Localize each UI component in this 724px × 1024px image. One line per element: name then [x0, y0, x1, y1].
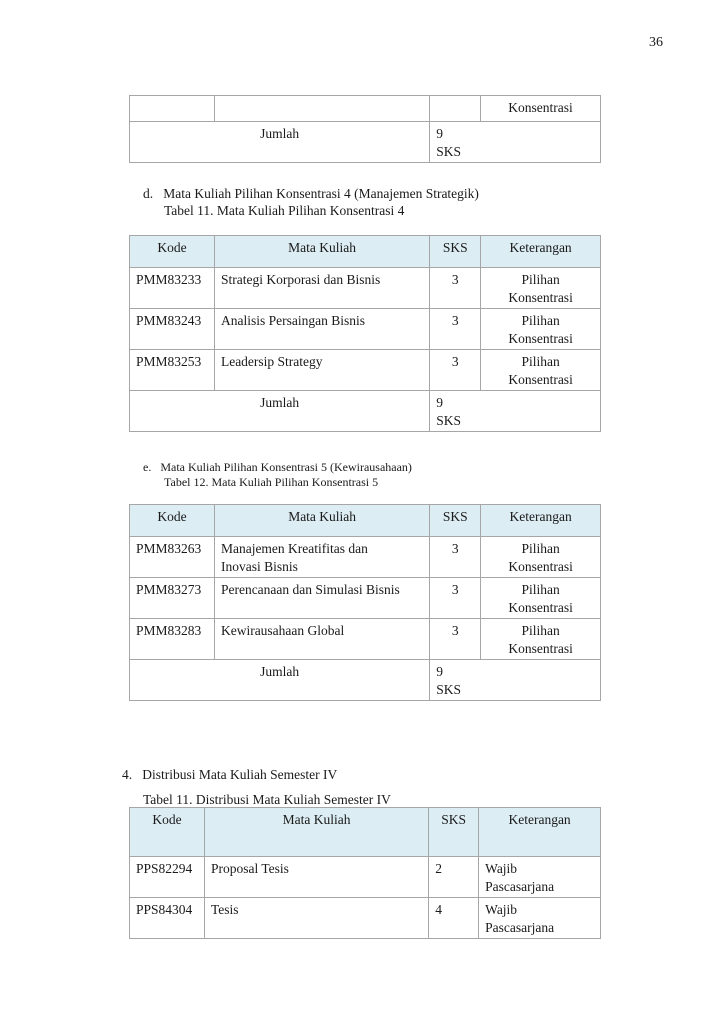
header-sks: SKS: [430, 236, 481, 268]
kode-cell: PMM83273: [130, 578, 215, 619]
table-row: [130, 309, 601, 350]
total-row: [130, 122, 601, 163]
mata-kuliah-cell: Analisis Persaingan Bisnis: [214, 309, 429, 350]
keterangan-cell: Konsentrasi: [481, 96, 601, 122]
mata-kuliah-cell: Perencanaan dan Simulasi Bisnis: [214, 578, 429, 619]
total-value: 9 SKS: [430, 660, 601, 701]
kode-cell: PPS82294: [130, 857, 205, 898]
table-row: [130, 578, 601, 619]
header-row: [130, 808, 601, 857]
mata-kuliah-cell: Tesis: [204, 898, 428, 939]
total-label: Jumlah: [130, 660, 430, 701]
continuation-table: [129, 95, 601, 163]
table-row: [130, 268, 601, 309]
header-keterangan: Keterangan: [481, 236, 601, 268]
keterangan-cell: Pilihan Konsentrasi: [481, 268, 601, 309]
mata-kuliah-cell: Kewirausahaan Global: [214, 619, 429, 660]
keterangan-cell: Pilihan Konsentrasi: [481, 309, 601, 350]
table-12-konsentrasi-5: [129, 504, 601, 701]
table-row: [130, 350, 601, 391]
mata-kuliah-cell: Proposal Tesis: [204, 857, 428, 898]
sks-cell: 3: [430, 268, 481, 309]
table-11-konsentrasi-4: [129, 235, 601, 432]
keterangan-cell: Wajib Pascasarjana: [479, 898, 601, 939]
section-e-table-caption: Tabel 12. Mata Kuliah Pilihan Konsentrasi 5: [164, 475, 379, 489]
header-mata-kuliah: Mata Kuliah: [204, 808, 428, 857]
kode-cell: PMM83253: [130, 350, 215, 391]
header-sks: SKS: [429, 808, 479, 857]
table-row: [130, 619, 601, 660]
total-label: Jumlah: [130, 391, 430, 432]
page-number: 36: [649, 35, 663, 50]
kode-cell: PMM83243: [130, 309, 215, 350]
mata-kuliah-cell: Leadersip Strategy: [214, 350, 429, 391]
mata-kuliah-cell: Manajemen Kreatifitas dan Inovasi Bisnis: [214, 537, 429, 578]
total-value: 9 SKS: [430, 122, 601, 163]
total-row: [130, 660, 601, 701]
sks-cell: 3: [430, 309, 481, 350]
header-kode: Kode: [130, 505, 215, 537]
header-mata-kuliah: Mata Kuliah: [214, 236, 429, 268]
kode-cell: [130, 96, 215, 122]
keterangan-cell: Pilihan Konsentrasi: [481, 350, 601, 391]
sks-cell: 3: [430, 578, 481, 619]
section-e-heading: e. Mata Kuliah Pilihan Konsentrasi 5 (Kewirausahaan): [143, 460, 412, 474]
sks-cell: 3: [430, 619, 481, 660]
header-row: [130, 236, 601, 268]
sks-cell: 4: [429, 898, 479, 939]
section-4-table-caption: Tabel 11. Distribusi Mata Kuliah Semester IV: [143, 792, 391, 807]
header-keterangan: Keterangan: [479, 808, 601, 857]
sks-cell: 2: [429, 857, 479, 898]
table-row: [130, 857, 601, 898]
header-keterangan: Keterangan: [481, 505, 601, 537]
keterangan-cell: Pilihan Konsentrasi: [481, 537, 601, 578]
total-row: [130, 391, 601, 432]
keterangan-cell: Wajib Pascasarjana: [479, 857, 601, 898]
section-4-heading: 4. Distribusi Mata Kuliah Semester IV: [122, 767, 338, 782]
keterangan-cell: Pilihan Konsentrasi: [481, 578, 601, 619]
mata-kuliah-cell: Strategi Korporasi dan Bisnis: [214, 268, 429, 309]
sks-cell: 3: [430, 350, 481, 391]
header-kode: Kode: [130, 236, 215, 268]
table-11-semester-iv: [129, 807, 601, 939]
kode-cell: PMM83233: [130, 268, 215, 309]
section-d-table-caption: Tabel 11. Mata Kuliah Pilihan Konsentrasi 4: [164, 203, 405, 218]
kode-cell: PMM83263: [130, 537, 215, 578]
total-value: 9 SKS: [430, 391, 601, 432]
header-kode: Kode: [130, 808, 205, 857]
table-row: [130, 898, 601, 939]
kode-cell: PMM83283: [130, 619, 215, 660]
header-mata-kuliah: Mata Kuliah: [214, 505, 429, 537]
table-row: [130, 96, 601, 122]
section-d-heading: d. Mata Kuliah Pilihan Konsentrasi 4 (Manajemen Strategik): [143, 186, 479, 201]
header-sks: SKS: [430, 505, 481, 537]
total-label: Jumlah: [130, 122, 430, 163]
header-row: [130, 505, 601, 537]
keterangan-cell: Pilihan Konsentrasi: [481, 619, 601, 660]
mata-kuliah-cell: [214, 96, 429, 122]
table-row: [130, 537, 601, 578]
kode-cell: PPS84304: [130, 898, 205, 939]
sks-cell: 3: [430, 537, 481, 578]
sks-cell: [430, 96, 481, 122]
